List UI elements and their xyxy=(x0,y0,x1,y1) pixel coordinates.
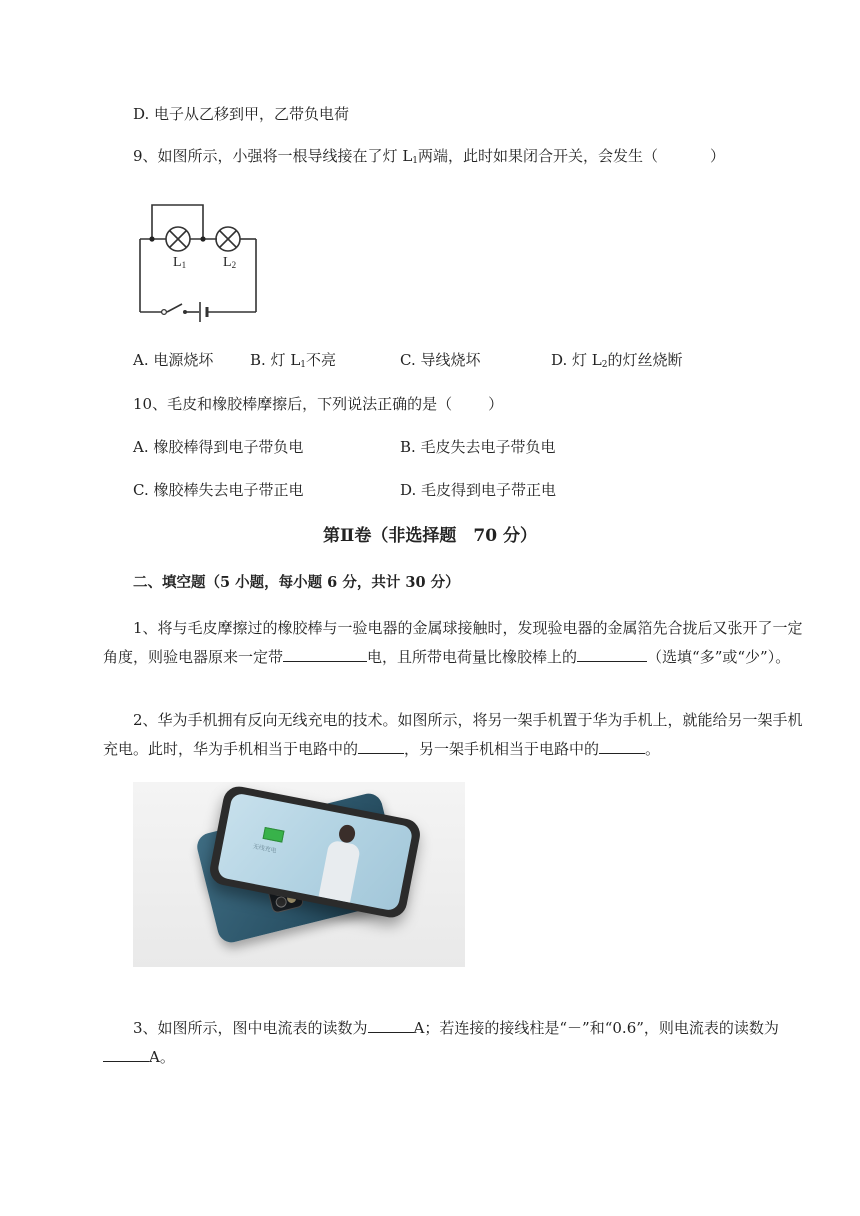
answer-blank xyxy=(283,646,367,662)
lamp-l1-label: L1 xyxy=(173,255,187,270)
fill-in-q3: 3、如图所示，图中电流表的读数为 A；若连接的接线柱是“－”和“0.6”，则电流表的读数为A。 xyxy=(103,1014,803,1072)
answer-blank xyxy=(577,646,647,662)
answer-blank xyxy=(368,1017,414,1033)
fill-in-heading: 二、填空题（5 小题，每小题 6 分，共计 30 分） xyxy=(133,574,460,591)
lamp-l2-label: L2 xyxy=(223,255,237,270)
q9-option-b: B. 灯 $L_1$不亮 xyxy=(250,351,337,370)
q9-option-a: A. 电源烧坏 xyxy=(133,351,214,369)
q9-option-d: D. 灯 $L_2$的灯丝烧断 xyxy=(551,351,683,370)
answer-blank xyxy=(599,738,645,754)
fill-in-q1: 1、将与毛皮摩擦过的橡胶棒与一验电器的金属球接触时，发现验电器的金属箔先合拢后又张开了一定角度，则验电器原来一定带 电，且所带电荷量比橡胶棒上的 （选填“多”或“少”）。 xyxy=(103,619,803,666)
q10-option-b: B. 毛皮失去电子带负电 xyxy=(400,438,556,456)
q9-option-c: C. 导线烧坏 xyxy=(400,351,481,369)
q9-stem: 9、如图所示，小强将一根导线接在了灯 $L_1$两端，此时如果闭合开关，会发生（ ） xyxy=(133,147,726,166)
section-title: 第Ⅱ卷（非选择题 70 分） xyxy=(323,526,537,546)
shorting-wire xyxy=(152,205,203,239)
q10-option-d: D. 毛皮得到电子带正电 xyxy=(400,481,557,499)
circuit-diagram xyxy=(130,198,265,323)
battery-charging-icon xyxy=(263,827,285,843)
charging-caption: 无线充电 xyxy=(252,843,278,855)
person-figure xyxy=(315,821,369,903)
fill-in-q2: 2、华为手机拥有反向无线充电的技术。如图所示，将另一架手机置于华为手机上，就能给另一架手机充电。此时，华为手机相当于电路中的 ，另一架手机相当于电路中的 。 xyxy=(103,711,803,758)
wireless-charging-photo xyxy=(133,782,465,967)
q10-option-a: A. 橡胶棒得到电子带负电 xyxy=(133,438,304,456)
switch-blade xyxy=(167,304,182,312)
answer-blank xyxy=(358,738,404,754)
q10-option-c: C. 橡胶棒失去电子带正电 xyxy=(133,481,304,499)
q8-option-d: D. 电子从乙移到甲，乙带负电荷 xyxy=(133,105,350,123)
answer-blank xyxy=(103,1046,149,1062)
q10-stem: 10、毛皮和橡胶棒摩擦后，下列说法正确的是（ ） xyxy=(133,395,504,413)
